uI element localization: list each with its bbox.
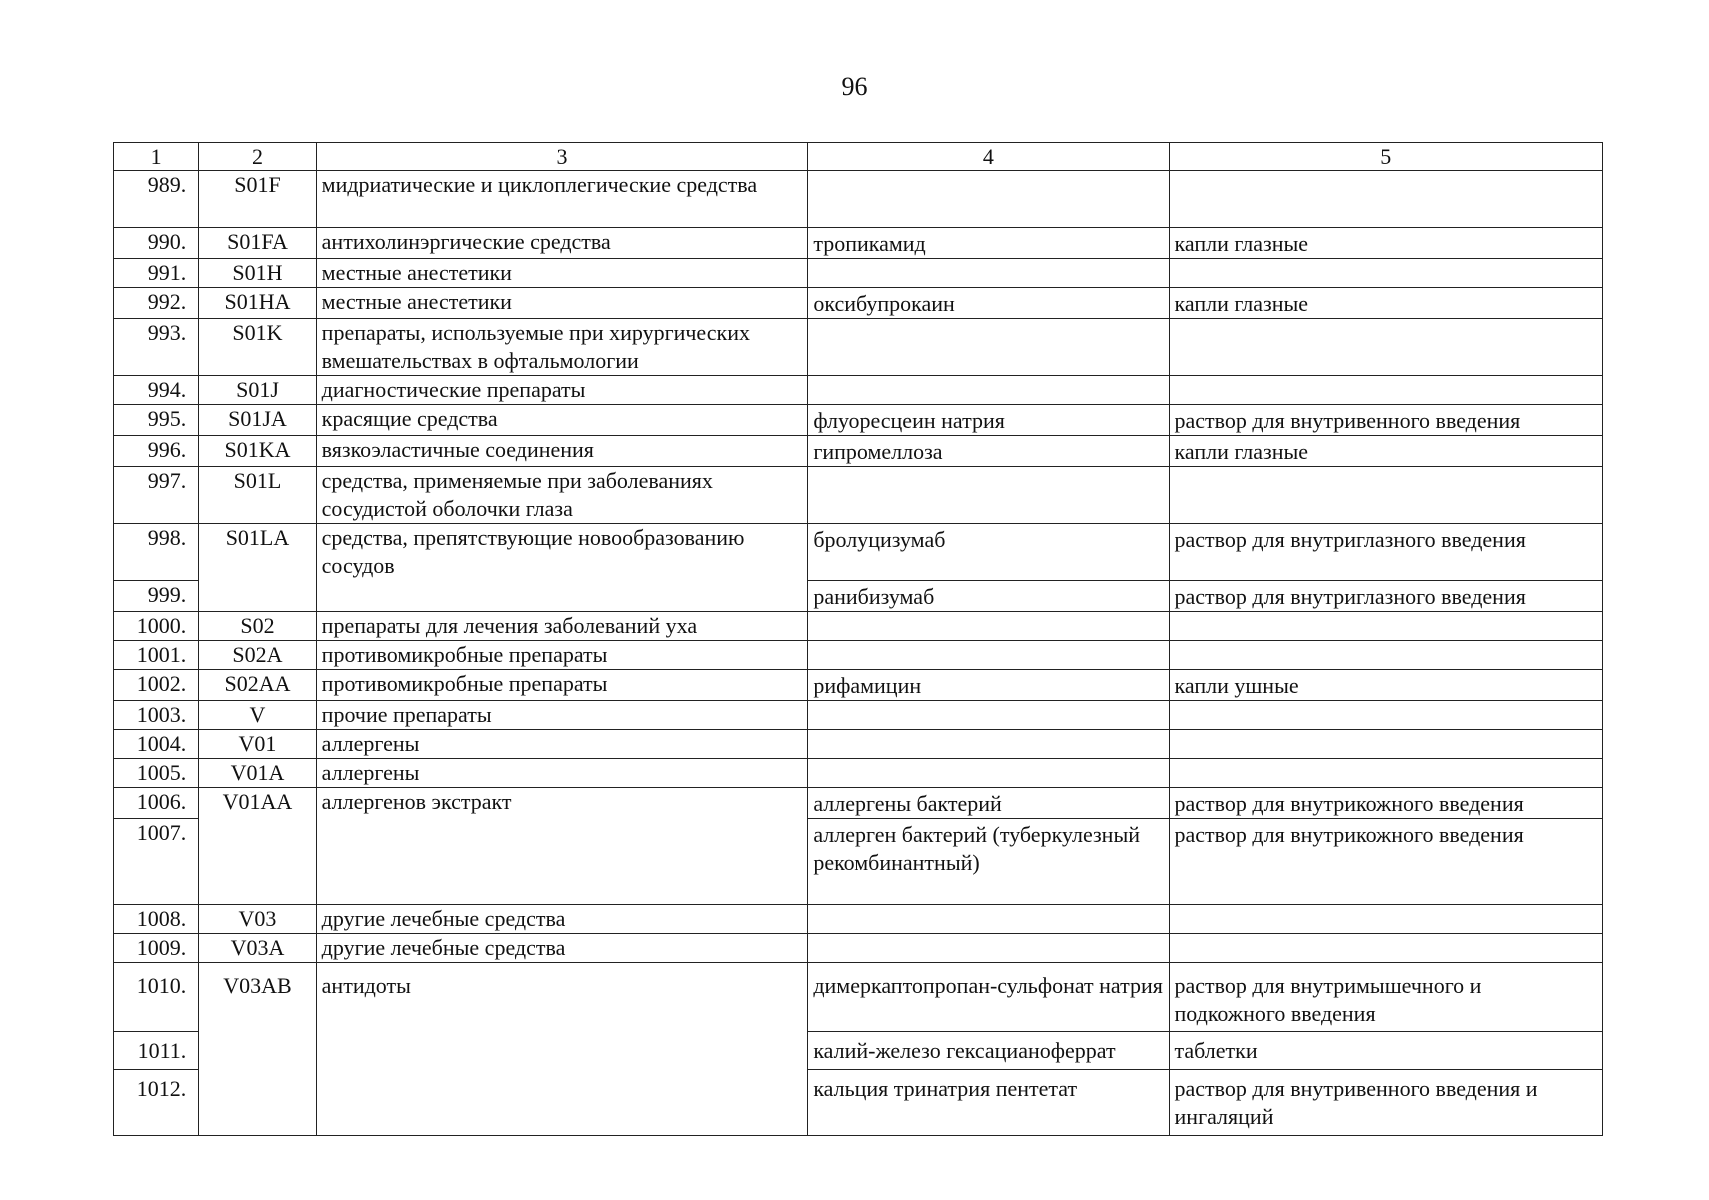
drug-group: аллергены <box>316 730 808 759</box>
atc-code: S01H <box>199 259 316 288</box>
column-header: 1 <box>114 143 199 171</box>
drug-group: препараты, используемые при хирургических вмешательствах в офтальмологии <box>316 319 808 376</box>
drug-group: другие лечебные средства <box>316 905 808 934</box>
page-number: 96 <box>841 72 868 101</box>
drug-group: аллергены <box>316 759 808 788</box>
table-row <box>114 934 1603 963</box>
row-number: 1009. <box>114 934 199 963</box>
table-row <box>114 524 1603 581</box>
table-row <box>114 963 1603 1032</box>
drug-group: средства, препятствующие новообразованию сосудов <box>316 524 808 612</box>
drug-group: антихолинэргические средства <box>316 228 808 259</box>
dosage-form <box>1169 376 1602 405</box>
dosage-form: раствор для внутрикожного введения <box>1169 819 1602 905</box>
drug-name <box>808 641 1169 670</box>
drug-group: аллергенов экстракт <box>316 788 808 905</box>
table-row <box>114 436 1603 467</box>
row-number: 1012. <box>114 1070 199 1136</box>
table-row <box>114 228 1603 259</box>
drug-group: другие лечебные средства <box>316 934 808 963</box>
row-number: 997. <box>114 467 199 524</box>
dosage-form: капли глазные <box>1169 288 1602 319</box>
atc-code: S01KA <box>199 436 316 467</box>
column-header: 4 <box>808 143 1169 171</box>
atc-code: S01K <box>199 319 316 376</box>
dosage-form: капли глазные <box>1169 436 1602 467</box>
dosage-form: раствор для внутривенного введения и ингаляций <box>1169 1070 1602 1136</box>
atc-code: V01AA <box>199 788 316 905</box>
row-number: 1006. <box>114 788 199 819</box>
row-number: 991. <box>114 259 199 288</box>
table-row <box>114 259 1603 288</box>
table-row <box>114 288 1603 319</box>
dosage-form: таблетки <box>1169 1032 1602 1070</box>
row-number: 1002. <box>114 670 199 701</box>
row-number: 998. <box>114 524 199 581</box>
drug-name <box>808 759 1169 788</box>
table-row <box>114 171 1603 228</box>
table-row <box>114 405 1603 436</box>
dosage-form <box>1169 905 1602 934</box>
column-header: 5 <box>1169 143 1602 171</box>
atc-code: S02A <box>199 641 316 670</box>
table-row <box>114 905 1603 934</box>
atc-code: S01F <box>199 171 316 228</box>
row-number: 993. <box>114 319 199 376</box>
atc-code: S02 <box>199 612 316 641</box>
row-number: 989. <box>114 171 199 228</box>
dosage-form: капли ушные <box>1169 670 1602 701</box>
table-header-row <box>114 143 1603 171</box>
dosage-form <box>1169 934 1602 963</box>
drug-name <box>808 905 1169 934</box>
atc-code: V03AB <box>199 963 316 1136</box>
drug-group: препараты для лечения заболеваний уха <box>316 612 808 641</box>
atc-code: S02AA <box>199 670 316 701</box>
drug-name: рифамицин <box>808 670 1169 701</box>
atc-code: S01L <box>199 467 316 524</box>
row-number: 1001. <box>114 641 199 670</box>
row-number: 999. <box>114 581 199 612</box>
row-number: 1010. <box>114 963 199 1032</box>
table-row <box>114 467 1603 524</box>
drug-name <box>808 319 1169 376</box>
drug-name: тропикамид <box>808 228 1169 259</box>
drug-group: красящие средства <box>316 405 808 436</box>
drug-group: противомикробные препараты <box>316 641 808 670</box>
atc-code: S01JA <box>199 405 316 436</box>
drug-group: прочие препараты <box>316 701 808 730</box>
atc-code: V01A <box>199 759 316 788</box>
atc-code: S01J <box>199 376 316 405</box>
drug-name <box>808 934 1169 963</box>
dosage-form <box>1169 759 1602 788</box>
drug-group: противомикробные препараты <box>316 670 808 701</box>
drug-group: диагностические препараты <box>316 376 808 405</box>
row-number: 1003. <box>114 701 199 730</box>
row-number: 1000. <box>114 612 199 641</box>
drug-name <box>808 730 1169 759</box>
drug-name <box>808 171 1169 228</box>
row-number: 992. <box>114 288 199 319</box>
atc-code: V03A <box>199 934 316 963</box>
row-number: 1005. <box>114 759 199 788</box>
dosage-form: раствор для внутриглазного введения <box>1169 581 1602 612</box>
row-number: 1007. <box>114 819 199 905</box>
drug-group: местные анестетики <box>316 288 808 319</box>
table-row <box>114 319 1603 376</box>
dosage-form <box>1169 612 1602 641</box>
drug-name: ранибизумаб <box>808 581 1169 612</box>
dosage-form <box>1169 730 1602 759</box>
drug-name <box>808 612 1169 641</box>
table-row <box>114 612 1603 641</box>
drug-name: калий-железо гексацианоферрат <box>808 1032 1169 1070</box>
drug-group: средства, применяемые при заболеваниях сосудистой оболочки глаза <box>316 467 808 524</box>
row-number: 1004. <box>114 730 199 759</box>
dosage-form <box>1169 641 1602 670</box>
dosage-form <box>1169 259 1602 288</box>
drug-name <box>808 376 1169 405</box>
dosage-form: раствор для внутриглазного введения <box>1169 524 1602 581</box>
table-row <box>114 701 1603 730</box>
row-number: 995. <box>114 405 199 436</box>
drug-table <box>113 142 1603 1136</box>
drug-name <box>808 701 1169 730</box>
atc-code: V03 <box>199 905 316 934</box>
drug-group: вязкоэластичные соединения <box>316 436 808 467</box>
dosage-form: раствор для внутривенного введения <box>1169 405 1602 436</box>
table-row <box>114 730 1603 759</box>
dosage-form <box>1169 701 1602 730</box>
dosage-form <box>1169 171 1602 228</box>
atc-code: S01HA <box>199 288 316 319</box>
column-header: 3 <box>316 143 808 171</box>
drug-group: мидриатические и циклоплегические средства <box>316 171 808 228</box>
drug-name: оксибупрокаин <box>808 288 1169 319</box>
dosage-form: раствор для внутримышечного и подкожного введения <box>1169 963 1602 1032</box>
row-number: 994. <box>114 376 199 405</box>
drug-group: антидоты <box>316 963 808 1136</box>
drug-name: гипромеллоза <box>808 436 1169 467</box>
dosage-form: раствор для внутрикожного введения <box>1169 788 1602 819</box>
row-number: 990. <box>114 228 199 259</box>
drug-name: кальция тринатрия пентетат <box>808 1070 1169 1136</box>
drug-name <box>808 259 1169 288</box>
drug-name: аллергены бактерий <box>808 788 1169 819</box>
dosage-form: капли глазные <box>1169 228 1602 259</box>
drug-name: димеркаптопропан-сульфонат натрия <box>808 963 1169 1032</box>
atc-code: S01LA <box>199 524 316 612</box>
row-number: 1011. <box>114 1032 199 1070</box>
atc-code: V <box>199 701 316 730</box>
table-row <box>114 641 1603 670</box>
table-row <box>114 759 1603 788</box>
drug-name: аллерген бактерий (туберкулезный рекомбинантный) <box>808 819 1169 905</box>
table-row <box>114 376 1603 405</box>
table-row <box>114 670 1603 701</box>
atc-code: V01 <box>199 730 316 759</box>
row-number: 1008. <box>114 905 199 934</box>
table-row <box>114 788 1603 819</box>
drug-name: бролуцизумаб <box>808 524 1169 581</box>
drug-group: местные анестетики <box>316 259 808 288</box>
row-number: 996. <box>114 436 199 467</box>
dosage-form <box>1169 467 1602 524</box>
dosage-form <box>1169 319 1602 376</box>
column-header: 2 <box>199 143 316 171</box>
drug-name <box>808 467 1169 524</box>
drug-name: флуоресцеин натрия <box>808 405 1169 436</box>
atc-code: S01FA <box>199 228 316 259</box>
